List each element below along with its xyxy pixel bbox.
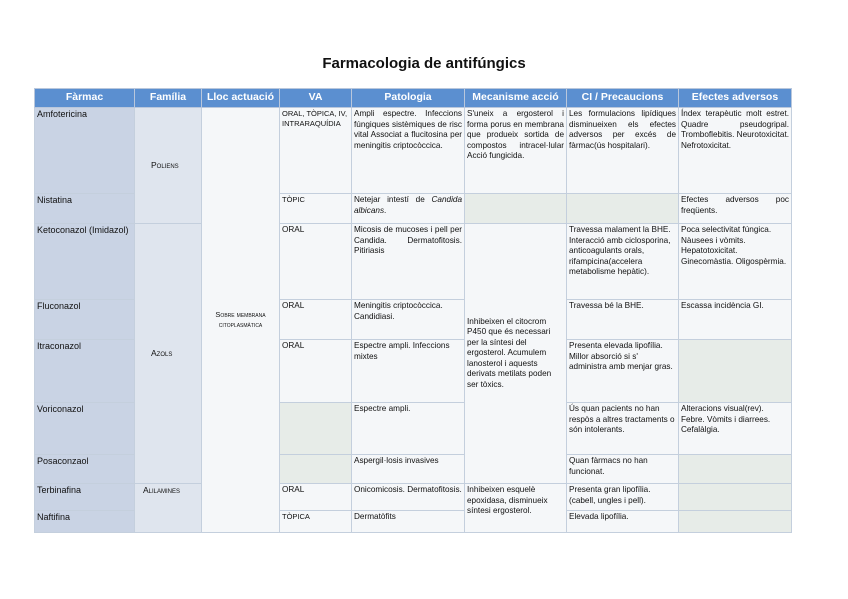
efectes-cell: Efectes adversos poc freqüents. <box>679 194 792 224</box>
mecanisme-cell: Inhibeixen el citocrom P450 que és necessari per la síntesi del ergosterol. Acumulem lanosterol i aquests derivats metilats poden ser tòxics. <box>465 224 567 484</box>
ci-cell: Quan fàrmacs no han funcionat. <box>567 455 679 484</box>
farmac-cell: Nistatina <box>35 194 135 224</box>
patologia-cell: Espectre ampli. Infeccions mixtes <box>352 340 465 403</box>
header-va: VA <box>280 89 352 108</box>
page-title: Farmacologia de antifúngics <box>322 55 526 72</box>
patologia-cell <box>352 194 465 224</box>
farmac-cell: Posaconzaol <box>35 455 135 484</box>
antifungal-table <box>34 88 792 533</box>
ci-cell: Presenta elevada lipofília. Millor absorció si s' administra amb menjar gras. <box>567 340 679 403</box>
va-cell: ORAL <box>280 224 352 300</box>
farmac-cell: Naftifina <box>35 511 135 533</box>
table-row <box>35 484 792 511</box>
header-farmac: Fàrmac <box>35 89 135 108</box>
patologia-cell: Espectre ampli. <box>352 403 465 455</box>
mecanisme-cell: S'uneix a ergosterol i forma porus en membrana que produeix sortida de compostos intracel·lular Acció fungicida. <box>465 108 567 194</box>
va-cell: TÒPIC <box>280 194 352 224</box>
header-mecanisme: Mecanisme acció <box>465 89 567 108</box>
patologia-cell: Dermatòfits <box>352 511 465 533</box>
efectes-cell <box>679 484 792 511</box>
ci-cell: Travessa bé la BHE. <box>567 300 679 340</box>
patologia-cell: Ampli espectre. Infeccions fúngiques sistèmiques de risc vital Associat a flucitosina per meningitis criptocòccica. <box>352 108 465 194</box>
header-lloc: Lloc actuació <box>202 89 280 108</box>
mecanisme-cell <box>465 194 567 224</box>
va-cell: TÒPICA <box>280 511 352 533</box>
farmac-cell: Fluconazol <box>35 300 135 340</box>
ci-cell: Elevada lipofília. <box>567 511 679 533</box>
patologia-text: Netejar intestí de <box>354 195 432 204</box>
ci-cell <box>567 194 679 224</box>
farmac-cell: Ketoconazol (Imidazol) <box>35 224 135 300</box>
efectes-cell <box>679 340 792 403</box>
va-cell: ORAL <box>280 340 352 403</box>
header-patologia: Patologia <box>352 89 465 108</box>
farmac-cell: Itraconazol <box>35 340 135 403</box>
efectes-cell: Alteracions visual(rev). Febre. Vòmits i diarrees. Cefalàlgia. <box>679 403 792 455</box>
va-cell: ORAL, TÒPICA, IV, INTRARAQUÍDIA <box>280 108 352 194</box>
efectes-cell <box>679 511 792 533</box>
patologia-cell: Aspergil·losis invasives <box>352 455 465 484</box>
ci-cell: Presenta gran lipofília. (cabell, ungles i pell). <box>567 484 679 511</box>
family-cell: Alilamines <box>135 484 202 533</box>
header-familia: Família <box>135 89 202 108</box>
ci-cell: Ús quan pacients no han respòs a altres tractaments o són intolerants. <box>567 403 679 455</box>
va-cell <box>280 403 352 455</box>
table-row <box>35 224 792 300</box>
patologia-end: . <box>384 205 387 215</box>
header-ci: CI / Precaucions <box>567 89 679 108</box>
ci-cell: Les formulacions lipídiques disminueixen els efectes adversos per excés de fàrmac(ús hospitalari). <box>567 108 679 194</box>
efectes-cell <box>679 455 792 484</box>
patologia-cell: Micosis de mucoses i pell per Candida. Dermatofitosis. Pitiriasis <box>352 224 465 300</box>
va-cell: ORAL <box>280 300 352 340</box>
table-row <box>35 108 792 194</box>
family-cell: Azols <box>135 224 202 484</box>
va-cell <box>280 455 352 484</box>
family-cell: Poliens <box>135 108 202 224</box>
header-row <box>35 89 792 108</box>
ci-cell: Travessa malament la BHE. Interacció amb ciclosporina, anticoagulants orals, rifampicina(accelera metabolisme hepàtic). <box>567 224 679 300</box>
lloc-cell: Sobre membrana citoplasmàtica <box>202 108 280 533</box>
farmac-cell: Amfotericina <box>35 108 135 194</box>
farmac-cell: Terbinafina <box>35 484 135 511</box>
efectes-cell: Índex terapèutic molt estret. Quadre pseudogripal. Tromboflebitis. Neurotoxicitat. Nefrotoxicitat. <box>679 108 792 194</box>
efectes-cell: Escassa incidència GI. <box>679 300 792 340</box>
mecanisme-cell: Inhibeixen esquelè epoxidasa, disminueix síntesi ergosterol. <box>465 484 567 533</box>
va-cell: ORAL <box>280 484 352 511</box>
patologia-cell: Meningitis criptocòccica. Candidiasi. <box>352 300 465 340</box>
farmac-cell: Voriconazol <box>35 403 135 455</box>
patologia-species: Candida albicans <box>354 195 462 215</box>
efectes-cell: Poca selectivitat fúngica. Nàusees i vòmits. Hepatotoxicitat. Ginecomàstia. Oligospèrmia. <box>679 224 792 300</box>
header-efectes: Efectes adversos <box>679 89 792 108</box>
patologia-cell: Onicomicosis. Dermatofitosis. <box>352 484 465 511</box>
